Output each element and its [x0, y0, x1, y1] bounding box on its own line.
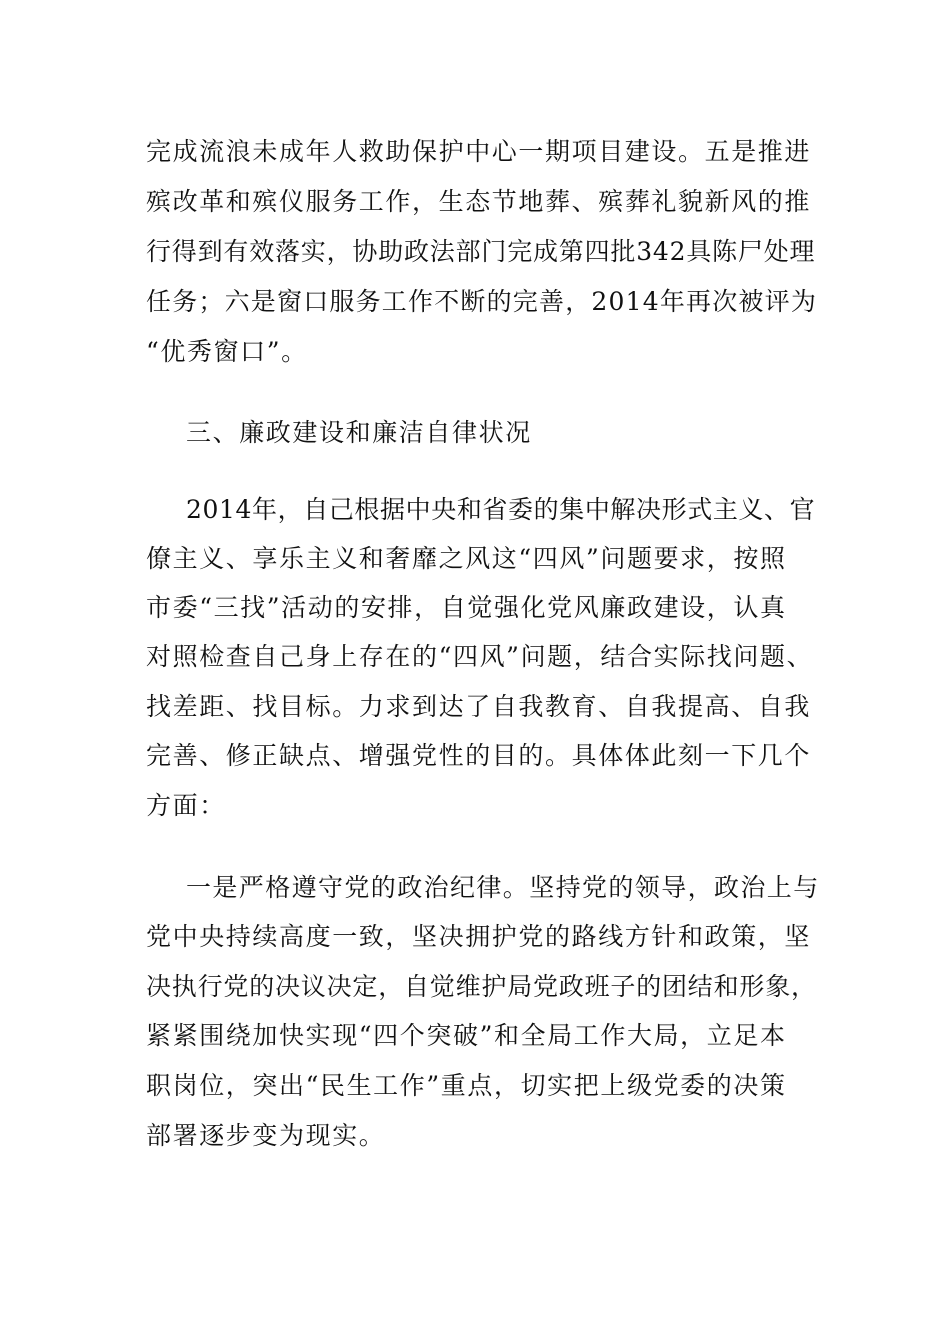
paragraph-2-line-4: 对照检查自己身上存在的“四风”问题，结合实际找问题、	[146, 642, 814, 671]
paragraph-2-line-5: 找差距、找目标。力求到达了自我教育、自我提高、自我	[146, 692, 812, 721]
paragraph-3-line-3: 决执行党的决议决定，自觉维护局党政班子的团结和形象，	[146, 972, 817, 1001]
paragraph-1-line-1: 完成流浪未成年人救助保护中心一期项目建设。五是推进	[146, 137, 812, 166]
paragraph-3-line-5: 职岗位，突出“民生工作”重点，切实把上级党委的决策	[146, 1071, 787, 1100]
paragraph-2-line-2: 僚主义、享乐主义和奢靡之风这“四风”问题要求，按照	[146, 544, 787, 573]
paragraph-1-line-4: 任务；六是窗口服务工作不断的完善，2014年再次被评为	[146, 287, 818, 316]
paragraph-3-line-1: 一是严格遵守党的政治纪律。坚持党的领导，政治上与	[186, 873, 820, 902]
paragraph-2-line-6: 完善、修正缺点、增强党性的目的。具体体此刻一下几个	[146, 741, 812, 770]
section-heading: 三、廉政建设和廉洁自律状况	[186, 418, 532, 447]
paragraph-1-line-3: 行得到有效落实，协助政法部门完成第四批342具陈尸处理	[146, 237, 816, 266]
paragraph-2-line-1: 2014年，自己根据中央和省委的集中解决形式主义、官	[186, 495, 816, 524]
paragraph-3-line-4: 紧紧围绕加快实现“四个突破”和全局工作大局，立足本	[146, 1021, 787, 1050]
paragraph-3-line-2: 党中央持续高度一致，坚决拥护党的路线方针和政策，坚	[146, 922, 812, 951]
paragraph-1-line-5: “优秀窗口”。	[146, 337, 308, 366]
paragraph-2-line-3: 市委“三找”活动的安排，自觉强化党风廉政建设，认真	[146, 593, 787, 622]
paragraph-1-line-2: 殡改革和殡仪服务工作，生态节地葬、殡葬礼貌新风的推	[146, 187, 812, 216]
paragraph-3-line-6: 部署逐步变为现实。	[146, 1121, 386, 1150]
paragraph-2-line-7: 方面：	[146, 791, 226, 820]
